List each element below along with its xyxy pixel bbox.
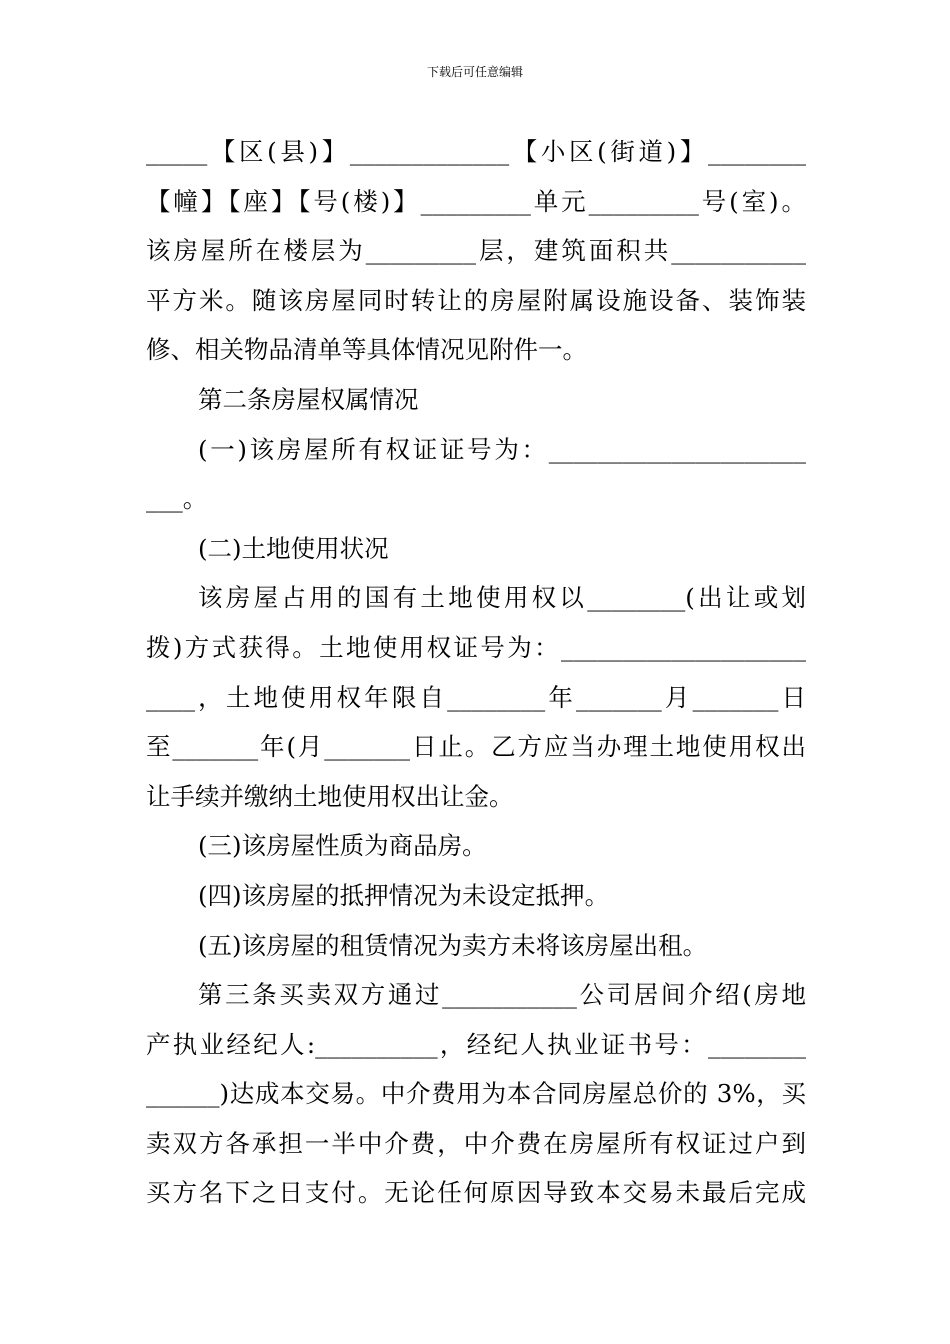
text-line: 产执业经纪人:__________，经纪人执业证书号：________ — [146, 1029, 806, 1059]
text-line: 买方名下之日支付。无论任何原因导致本交易未最后完成 — [146, 1178, 806, 1208]
section-heading: (二)土地使用状况 — [198, 533, 389, 563]
text-line: 该房屋占用的国有土地使用权以________(出让或划 — [198, 583, 806, 613]
text-line: 让手续并缴纳土地使用权出让金。 — [146, 781, 514, 811]
text-line: 该房屋所在楼层为_________层，建筑面积共___________ — [146, 236, 806, 266]
text-line: (五)该房屋的租赁情况为卖方未将该房屋出租。 — [198, 930, 708, 960]
text-line: 至_______年(月_______日止。乙方应当办理土地使用权出 — [146, 732, 806, 762]
article-heading: 第二条房屋权属情况 — [198, 384, 419, 414]
text-line: 修、相关物品清单等具体情况见附件一。 — [146, 335, 587, 365]
text-line: (四)该房屋的抵押情况为未设定抵押。 — [198, 880, 610, 910]
text-line: 平方米。随该房屋同时转让的房屋附属设施设备、装饰装 — [146, 285, 806, 315]
document-body — [146, 127, 806, 1218]
text-line: ______)达成本交易。中介费用为本合同房屋总价的 3%，买 — [146, 1079, 806, 1109]
text-line: 【幢】【座】【号(楼)】_________单元_________号(室)。 — [146, 186, 806, 216]
text-line: _____【区(县)】_____________【小区(街道)】________ — [146, 137, 806, 166]
text-line: ___。 — [146, 484, 208, 514]
text-line: 卖双方各承担一半中介费，中介费在房屋所有权证过户到 — [146, 1128, 806, 1158]
text-line: (一)该房屋所有权证证号为：_____________________ — [198, 434, 806, 464]
text-line: 拨)方式获得。土地使用权证号为：____________________ — [146, 632, 806, 662]
page-header: 下载后可任意编辑 — [426, 65, 523, 79]
text-line: ____，土地使用权年限自________年_______月_______日 — [146, 682, 806, 712]
article-heading: 第三条买卖双方通过___________公司居间介绍(房地 — [198, 980, 806, 1010]
text-line: (三)该房屋性质为商品房。 — [198, 831, 487, 861]
